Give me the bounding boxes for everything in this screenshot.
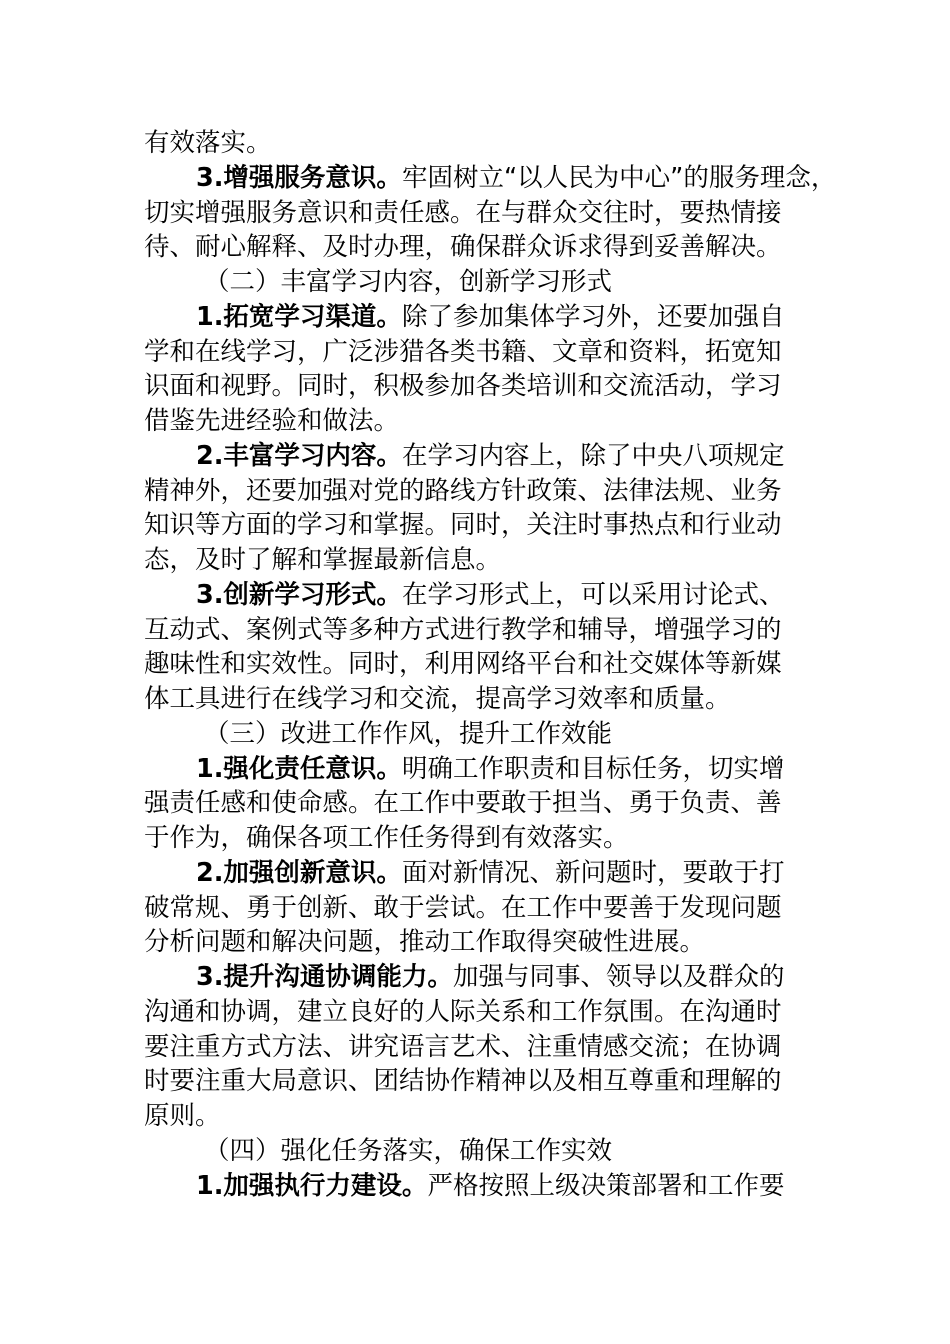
line-text: 知识等方面的学习和掌握。同时，关注时事热点和行业动 — [144, 510, 782, 541]
line-text: 识面和视野。同时，积极参加各类培训和交流活动，学习 — [144, 371, 782, 402]
line-text: 强责任感和使命感。在工作中要敢于担当、勇于负责、善 — [144, 788, 782, 819]
item-text: 严格按照上级决策部署和工作要 — [427, 1170, 785, 1201]
text-line — [144, 1064, 808, 1099]
heading-text: （四）强化任务落实，确保工作实效 — [204, 1135, 613, 1166]
item-text: 在学习形式上，可以采用讨论式、 — [401, 579, 785, 610]
line-text: 于作为，确保各项工作任务得到有效落实。 — [144, 823, 629, 853]
item-text: 除了参加集体学习外，还要加强自 — [401, 301, 785, 332]
text-line — [144, 1099, 808, 1134]
item-line — [144, 300, 808, 335]
text-line — [144, 647, 808, 682]
text-line — [144, 196, 808, 231]
line-text: 互动式、案例式等多种方式进行教学和辅导，增强学习的 — [144, 614, 782, 645]
text-line — [144, 682, 808, 717]
text-line — [144, 126, 808, 161]
item-text: 明确工作职责和目标任务，切实增 — [401, 753, 785, 784]
item-text: 面对新情况、新问题时，要敢于打 — [401, 857, 785, 888]
text-line — [144, 404, 808, 439]
text-line — [144, 821, 808, 856]
item-text: 在学习内容上，除了中央八项规定 — [401, 440, 785, 471]
section-heading — [144, 1134, 808, 1169]
line-text: 趣味性和实效性。同时，利用网络平台和社交媒体等新媒 — [144, 649, 782, 680]
heading-text: （二）丰富学习内容，创新学习形式 — [204, 267, 613, 297]
text-line — [144, 786, 808, 821]
line-text: 体工具进行在线学习和交流，提高学习效率和质量。 — [144, 684, 731, 714]
line-text: 时要注重大局意识、团结协作精神以及相互尊重和理解的 — [144, 1066, 782, 1097]
item-title: 1.强化责任意识。 — [196, 753, 402, 784]
line-text: 要注重方式方法、讲究语言艺术、注重情感交流；在协调 — [144, 1031, 782, 1062]
line-text: 借鉴先进经验和做法。 — [144, 406, 400, 436]
text-line — [144, 474, 808, 509]
line-text: 切实增强服务意识和责任感。在与群众交往时，要热情接 — [144, 197, 782, 228]
line-text: 原则。 — [144, 1101, 221, 1131]
item-title: 1.拓宽学习渠道。 — [196, 301, 402, 332]
item-line — [144, 578, 808, 613]
line-text: 破常规、勇于创新、敢于尝试。在工作中要善于发现问题 — [144, 892, 782, 923]
item-text: 牢固树立“以人民为中心”的服务理念， — [401, 162, 837, 193]
text-line — [144, 613, 808, 648]
item-line — [144, 161, 837, 196]
text-line — [144, 891, 808, 926]
item-line — [144, 960, 808, 995]
item-line — [144, 439, 808, 474]
item-title: 1.加强执行力建设。 — [196, 1170, 428, 1201]
text-line — [144, 369, 808, 404]
text-line — [144, 995, 808, 1030]
item-line — [144, 856, 808, 891]
item-title: 3.提升沟通协调能力。 — [196, 962, 453, 992]
section-heading — [144, 265, 808, 300]
item-title: 3.增强服务意识。 — [196, 162, 402, 193]
text-line — [144, 335, 808, 370]
text-line — [144, 543, 808, 578]
text-line — [144, 1030, 808, 1065]
item-title: 2.加强创新意识。 — [196, 857, 402, 888]
item-text: 加强与同事、领导以及群众的 — [452, 962, 785, 992]
line-text: 学和在线学习，广泛涉猎各类书籍、文章和资料，拓宽知 — [144, 336, 782, 367]
section-heading — [144, 717, 808, 752]
line-text: 分析问题和解决问题，推动工作取得突破性进展。 — [144, 927, 706, 958]
item-line — [144, 1169, 808, 1204]
line-text: 有效落实。 — [144, 128, 272, 158]
item-title: 3.创新学习形式。 — [196, 579, 402, 610]
text-line — [144, 508, 808, 543]
line-text: 态，及时了解和掌握最新信息。 — [144, 545, 502, 575]
line-text: 沟通和协调，建立良好的人际关系和工作氛围。在沟通时 — [144, 996, 782, 1027]
text-line — [144, 230, 808, 265]
item-line — [144, 752, 808, 787]
line-text: 精神外，还要加强对党的路线方针政策、法律法规、业务 — [144, 475, 782, 506]
document-body — [144, 126, 837, 1203]
item-title: 2.丰富学习内容。 — [196, 440, 402, 471]
text-line — [144, 925, 808, 960]
heading-text: （三）改进工作作风，提升工作效能 — [204, 718, 613, 749]
line-text: 待、耐心解释、及时办理，确保群众诉求得到妥善解决。 — [144, 232, 782, 263]
